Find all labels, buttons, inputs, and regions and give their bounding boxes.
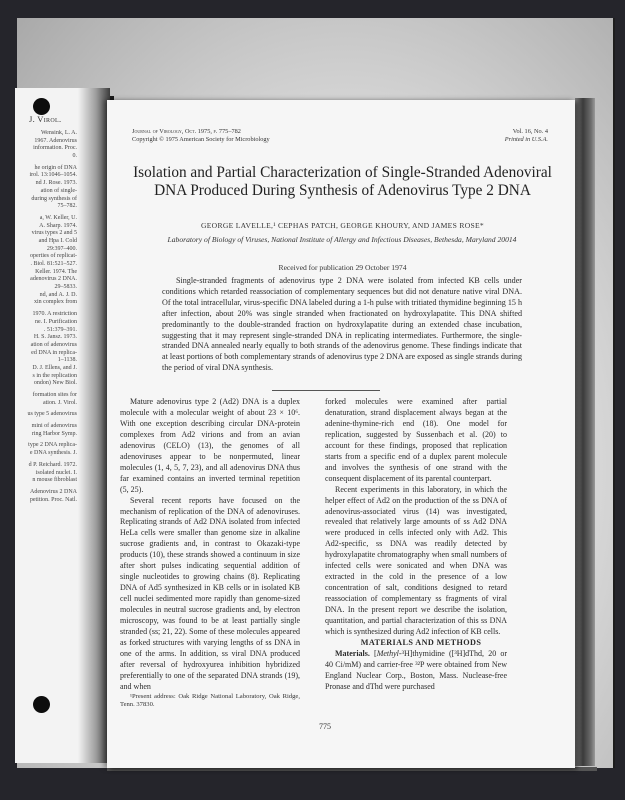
reference-fragment: Adenovirus 2 DNA: [30, 488, 77, 495]
reference-fragment: ondon) New Biol.: [33, 380, 77, 387]
volume-info: [505, 128, 548, 144]
author-footnote: ¹Present address: Oak Ridge National Laboratory, Oak Ridge, Tenn. 37830.: [120, 692, 300, 709]
article-page: [107, 100, 575, 768]
body-column-left: [120, 397, 300, 710]
reference-fragment: he origin of DNA: [34, 164, 77, 171]
reference-fragment: xin complex from: [34, 299, 77, 306]
reference-fragment: e DNA synthesis. J.: [29, 450, 77, 457]
binder-hole-bottom: [33, 696, 50, 713]
reference-fragment: type 2 DNA replica-: [28, 442, 77, 449]
reference-fragment: ation. J. Virol.: [42, 399, 77, 406]
section-heading: MATERIALS AND METHODS: [360, 637, 482, 647]
journal-citation: [132, 128, 270, 144]
reference-fragment: Keller. 1974. The: [35, 268, 77, 275]
reference-fragment: d P. Reichard. 1972.: [28, 461, 77, 468]
printed-in: Printed in U.S.A.: [504, 136, 548, 143]
page-curl-shadow: [78, 88, 110, 763]
volume-number: Vol. 16, No. 4: [512, 128, 548, 135]
abstract-text: Single-stranded fragments of adenovirus type 2 DNA were isolated from infected KB cells under conditions which retarded reassociation of complementary sequences but did not denature native viral DNA. Of the total intracellular, virus-specific DNA labeled during a 1-h pulse with tritiated thymidine beginning 15 h after infection, about 20% was single stranded when fractionated on hydroxylapatite. This DNA shifted predominantly to the double-stranded fraction on hydroxylapatite during an extended chase incubation, suggesting that it may represent single-stranded DNA in replicating intermediates. Furthermore, the single-stranded DNA annealed nearly equally to both strands of the adenovirus genome. These findings indicate that at least portions of both complementary strands of adenovirus type 2 DNA are exposed as single strands during the period of viral DNA synthesis.: [162, 276, 522, 373]
intro-paragraph-3: forked molecules were examined after partial denaturation, strand displacement always began at the adenine-thymine-rich end (18). One model for replication, suggested by Sussenbach et al. (20) to account for these findings, proposed that replication starts from a specific end of a duplex parent molecule and involves the synthesis of one strand with the consequent displacement of its parental counterpart.: [325, 397, 507, 483]
abstract: [162, 276, 522, 374]
materials-text-a: [: [374, 648, 377, 658]
reference-fragment: 1967. Adenovirus: [34, 137, 77, 144]
left-facing-page: [15, 88, 110, 763]
reference-fragment: virus types 2 and 5: [31, 230, 77, 237]
reference-fragment: ation of single-: [40, 187, 77, 194]
reference-fragment: adenovirus 2 DNA.: [30, 276, 77, 283]
reference-fragment: ation of adenovirus: [30, 341, 77, 348]
materials-label: Materials.: [335, 648, 370, 658]
reference-fragment: information. Proc.: [33, 145, 77, 152]
reference-fragment: ne. I. Purification: [35, 318, 77, 325]
page-stack-edge: [575, 98, 595, 766]
reference-fragment: mini of adenovirus: [31, 423, 77, 430]
reference-fragment: nd, and A. J. D.: [39, 291, 77, 298]
reference-fragment: irol. 13:1046–1054.: [29, 172, 77, 179]
author-list: GEORGE LAVELLE,¹ CEPHAS PATCH, GEORGE KHOURY, AND JAMES ROSE*: [200, 221, 485, 230]
reference-fragment: formation sites for: [32, 392, 77, 398]
reference-fragment: . 51:379–391.: [43, 326, 77, 333]
materials-italic: Methyl: [376, 648, 399, 658]
reference-fragment: ed DNA in replica-: [31, 349, 77, 356]
reference-fragment: . Biol. 81:521–527.: [30, 261, 77, 267]
reference-fragment: 0.: [72, 153, 77, 160]
reference-fragment: n mouse fibroblast: [32, 477, 77, 484]
received-date: Received for publication 29 October 1974: [278, 263, 407, 272]
reference-fragment: us type 5 adenovirus: [27, 411, 77, 418]
journal-name: Journal of Virology, Oct. 1975, p. 775–782: [132, 128, 241, 135]
reference-fragment: petition. Proc. Natl.: [29, 496, 77, 503]
reference-fragment: isolated nuclei. I.: [35, 469, 77, 476]
reference-fragment: D. J. Ellens, and J.: [32, 364, 77, 371]
copyright-line: Copyright © 1975 American Society for Microbiology: [132, 136, 270, 143]
reference-fragment: 29:397–400.: [46, 245, 77, 252]
affiliation: Laboratory of Biology of Viruses, National Institute of Allergy and Infectious Diseases, Bethesda, Maryland 20014: [167, 235, 517, 244]
reference-fragment: Wensink, L. A.: [40, 130, 77, 136]
intro-paragraph-4: Recent experiments in this laboratory, in which the helper effect of Ad2 on the production of the ss DNA of adenovirus-associated virus (14) was investigated, revealed that relatively large amounts of ss Ad2 DNA were produced in cells infected only with Ad2. This Ad2-specific, ss DNA was readily detected by hydroxylapatite chromatography when small numbers of infected cells were sonicated and when DNA was extracted in the cold in the presence of a low concentration of salt, conditions designed to retard reassociation of complementary ss fragments of viral DNA. In the present report we describe the isolation, quantitation, and partial characterization of this ss DNA which is synthesized during Ad2 infection of KB cells.: [325, 484, 507, 637]
intro-paragraph-2: Several recent reports have focused on the mechanism of replication of the DNA of adenoviruses. Replicating strands of Ad2 DNA isolated from infected HeLa cells were smaller than genome size in alkaline sucrose gradients and, in contrast to Okazaki-type products (10), these strands showed a continuum in size after short pulses indicating sequential addition of single nucleotides to growing chains (8). Replicating DNA of Ad5 synthesized in KB cells or in isolated KB cell nuclei sedimented more rapidly than genome-sized molecules in neutral sucrose gradients and, by electron microscopy, was found to be at least partially single stranded (ss; 21, 22). Some of these molecules appeared as forked structures with varying lengths of ss DNA in one of the arms. In addition, ss viral DNA produced after reversal of hydroxyurea inhibition hybridized preferentially to one of the separated DNA strands (19), and when: [120, 495, 300, 691]
materials-paragraph: [325, 649, 507, 693]
reference-fragment: 29–5833.: [54, 284, 77, 291]
article-title: Isolation and Partial Characterization of Single-Stranded Adenoviral DNA Produced During Synthesis of Adenovirus Type 2 DNA: [133, 164, 552, 199]
reference-fragment: ring Harbor Symp.: [31, 430, 77, 437]
reference-fragment: 75–782.: [57, 203, 77, 210]
reference-fragment: nd J. Rose. 1973.: [35, 180, 77, 187]
page-number: 775: [319, 722, 331, 731]
body-column-right: [325, 397, 507, 693]
reference-fragment: A. Sharp. 1974.: [39, 222, 77, 229]
reference-fragment: and Hpa I. Cold: [38, 237, 77, 244]
reference-fragment: H. S. Jansz. 1973.: [33, 334, 77, 341]
binder-hole-top: [33, 98, 50, 115]
reference-fragment: s in the replication: [32, 372, 77, 379]
materials-text-b: -³H]thymidine ([³H]dThd, 20 or 40 Ci/mM) and carrier-free ³²P were obtained from New England Nuclear Corp., Boston, Mass. Nuclease-free Pronase and dThd were purchased: [325, 648, 507, 691]
intro-paragraph-1: Mature adenovirus type 2 (Ad2) DNA is a duplex molecule with a molecular weight of about 23 × 10⁶. With one exception describing circular DNA-protein complexes from Ad2 virions and from an avian adenovirus (CELO) (13), the genomes of all adenoviruses appear to be nonpermuted, linear molecules (1, 4, 5, 7, 23), and all adenovirus DNA thus far examined contains an inverted terminal repetition (5, 25).: [120, 397, 300, 494]
reference-fragment: operties of replicat-: [30, 253, 77, 260]
abstract-divider: [272, 390, 380, 391]
left-page-header: J. Virol.: [29, 114, 62, 124]
left-page-references: [15, 130, 77, 504]
reference-fragment: 1970. A restriction: [32, 311, 77, 318]
reference-fragment: a, W. Keller, U.: [39, 214, 77, 221]
reference-fragment: during synthesis of: [31, 195, 77, 202]
reference-fragment: 1–1138.: [57, 357, 77, 364]
